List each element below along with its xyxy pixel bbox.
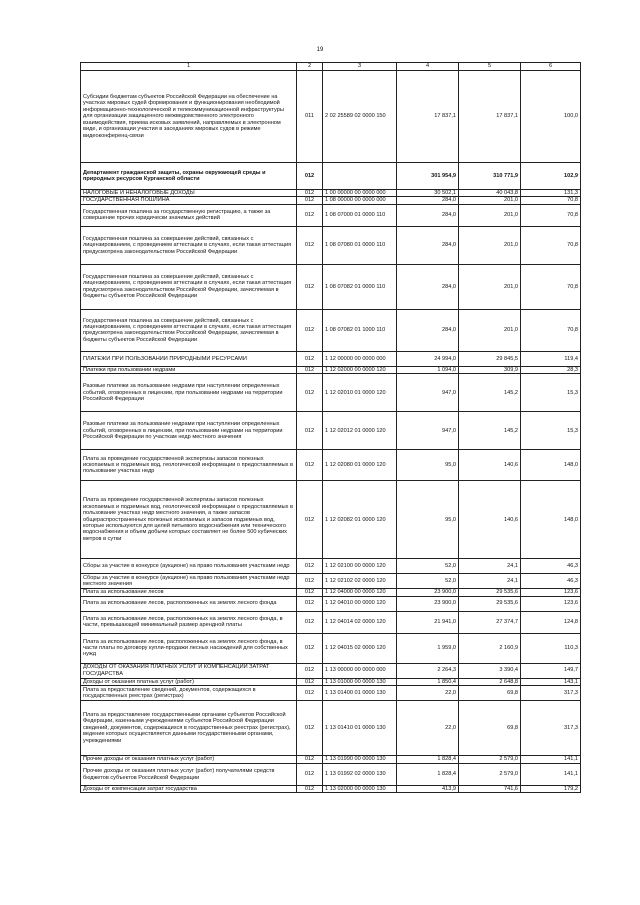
row-name-cell: Доходы от оказания платных услуг (работ)	[81, 678, 297, 685]
row-actual-cell: 27 374,7	[459, 611, 521, 633]
row-name-cell: Сборы за участие в конкурсе (аукционе) на право пользования участками недр местного значения	[81, 574, 297, 589]
row-actual-cell: 2 160,9	[459, 633, 521, 663]
row-plan-cell: 284,0	[397, 204, 459, 226]
row-code-cell: 012	[297, 264, 323, 309]
page-number: 19	[316, 47, 324, 53]
table-row	[81, 786, 581, 793]
row-percent-cell: 317,3	[521, 701, 581, 756]
row-plan-cell: 1 850,4	[397, 678, 459, 685]
row-kbk-cell: 1 12 04014 02 0000 120	[323, 611, 397, 633]
row-actual-cell: 40 043,8	[459, 190, 521, 197]
row-code-cell: 012	[297, 611, 323, 633]
row-code-cell: 012	[297, 412, 323, 450]
row-actual-cell: 145,2	[459, 412, 521, 450]
row-actual-cell: 145,2	[459, 374, 521, 412]
row-actual-cell: 17 837,1	[459, 71, 521, 163]
row-plan-cell: 23 900,0	[397, 589, 459, 596]
row-kbk-cell: 1 12 02100 00 0000 120	[323, 559, 397, 574]
row-percent-cell: 124,8	[521, 611, 581, 633]
row-name-cell: Плата за использование лесов	[81, 589, 297, 596]
row-name-cell: Прочие доходы от оказания платных услуг (работ)	[81, 756, 297, 764]
row-percent-cell: 46,3	[521, 559, 581, 574]
row-code-cell: 012	[297, 701, 323, 756]
row-code-cell: 012	[297, 596, 323, 611]
row-code-cell: 011	[297, 71, 323, 163]
column-number-row	[81, 63, 581, 71]
table-body	[81, 71, 581, 793]
row-actual-cell: 69,8	[459, 686, 521, 701]
table-row	[81, 412, 581, 450]
row-percent-cell: 46,3	[521, 574, 581, 589]
row-actual-cell: 29 535,6	[459, 589, 521, 596]
row-plan-cell: 52,0	[397, 574, 459, 589]
table-row	[81, 589, 581, 596]
row-percent-cell: 148,0	[521, 450, 581, 481]
row-actual-cell: 201,0	[459, 226, 521, 264]
row-kbk-cell	[323, 163, 397, 190]
row-percent-cell: 70,8	[521, 197, 581, 204]
row-percent-cell: 110,3	[521, 633, 581, 663]
row-percent-cell: 70,8	[521, 264, 581, 309]
row-plan-cell: 947,0	[397, 374, 459, 412]
row-percent-cell: 123,6	[521, 596, 581, 611]
row-actual-cell: 201,0	[459, 309, 521, 351]
row-name-cell: Плата за предоставление сведений, документов, содержащихся в государственных реестрах (регистрах)	[81, 686, 297, 701]
row-plan-cell: 284,0	[397, 264, 459, 309]
row-actual-cell: 741,6	[459, 786, 521, 793]
column-header: 3	[323, 63, 397, 71]
row-kbk-cell: 1 13 00000 00 0000 000	[323, 663, 397, 678]
row-percent-cell: 70,8	[521, 309, 581, 351]
row-code-cell: 012	[297, 190, 323, 197]
table-row	[81, 701, 581, 756]
row-actual-cell: 140,6	[459, 450, 521, 481]
row-actual-cell: 24,1	[459, 559, 521, 574]
table-row	[81, 596, 581, 611]
row-name-cell: ПЛАТЕЖИ ПРИ ПОЛЬЗОВАНИИ ПРИРОДНЫМИ РЕСУРСАМИ	[81, 351, 297, 366]
table-row	[81, 633, 581, 663]
row-kbk-cell: 1 13 01990 00 0000 130	[323, 756, 397, 764]
row-plan-cell: 947,0	[397, 412, 459, 450]
table-row	[81, 450, 581, 481]
row-plan-cell: 17 837,1	[397, 71, 459, 163]
row-actual-cell: 24,1	[459, 574, 521, 589]
row-percent-cell: 148,0	[521, 481, 581, 559]
row-actual-cell: 69,8	[459, 701, 521, 756]
row-plan-cell: 95,0	[397, 481, 459, 559]
row-code-cell: 012	[297, 686, 323, 701]
row-name-cell: Плата за использование лесов, расположенных на землях лесного фонда	[81, 596, 297, 611]
row-name-cell: Разовые платежи за пользование недрами при наступлении определенных событий, оговоренных в лицензии, при пользовании недрами на территории Российской Федерации по участкам недр местного значения	[81, 412, 297, 450]
revenue-table	[80, 62, 581, 793]
row-kbk-cell: 1 08 07082 01 1000 110	[323, 309, 397, 351]
row-name-cell: Плата за использование лесов, расположенных на землях лесного фонда, в части платы по договору купли-продажи лесных насаждений для собственных нужд	[81, 633, 297, 663]
row-kbk-cell: 1 12 04000 00 0000 120	[323, 589, 397, 596]
row-kbk-cell: 1 08 07080 01 0000 110	[323, 226, 397, 264]
row-plan-cell: 21 941,0	[397, 611, 459, 633]
row-code-cell: 012	[297, 786, 323, 793]
row-code-cell: 012	[297, 351, 323, 366]
table-row	[81, 366, 581, 373]
row-code-cell: 012	[297, 366, 323, 373]
row-code-cell: 012	[297, 764, 323, 786]
table-row	[81, 663, 581, 678]
table-row	[81, 204, 581, 226]
row-code-cell: 012	[297, 481, 323, 559]
row-percent-cell: 141,1	[521, 756, 581, 764]
row-plan-cell: 30 502,1	[397, 190, 459, 197]
row-name-cell: Департамент гражданской защиты, охраны окружающей среды и природных ресурсов Курганской области	[81, 163, 297, 190]
row-actual-cell: 29 845,5	[459, 351, 521, 366]
row-kbk-cell: 1 13 01992 02 0000 130	[323, 764, 397, 786]
row-name-cell: Плата за проведение государственной экспертизы запасов полезных ископаемых и подземных вод, геологической информации о предоставляемых в пользование участках недр	[81, 450, 297, 481]
column-header: 5	[459, 63, 521, 71]
row-percent-cell: 131,3	[521, 190, 581, 197]
table-row	[81, 163, 581, 190]
row-kbk-cell: 1 12 02080 01 0000 120	[323, 450, 397, 481]
row-code-cell: 012	[297, 309, 323, 351]
row-plan-cell: 284,0	[397, 197, 459, 204]
column-header: 4	[397, 63, 459, 71]
column-header: 1	[81, 63, 297, 71]
row-name-cell: Государственная пошлина за совершение действий, связанных с лицензированием, с проведением аттестации в случаях, если такая аттестация предусмотрена законодательством Российской Федерации, зачисляемая в бюджеты субъектов Российской Федерации	[81, 309, 297, 351]
row-plan-cell: 23 900,0	[397, 596, 459, 611]
row-kbk-cell: 1 12 00000 00 0000 000	[323, 351, 397, 366]
row-percent-cell: 123,6	[521, 589, 581, 596]
row-code-cell: 012	[297, 663, 323, 678]
row-kbk-cell: 1 13 01400 01 0000 130	[323, 686, 397, 701]
row-plan-cell: 284,0	[397, 226, 459, 264]
row-plan-cell: 95,0	[397, 450, 459, 481]
row-name-cell: НАЛОГОВЫЕ И НЕНАЛОГОВЫЕ ДОХОДЫ	[81, 190, 297, 197]
row-actual-cell: 29 535,6	[459, 596, 521, 611]
row-plan-cell: 52,0	[397, 559, 459, 574]
row-name-cell: Доходы от компенсации затрат государства	[81, 786, 297, 793]
row-code-cell: 012	[297, 559, 323, 574]
row-kbk-cell: 1 12 02012 01 0000 120	[323, 412, 397, 450]
row-kbk-cell: 1 08 00000 00 0000 000	[323, 197, 397, 204]
row-kbk-cell: 1 12 04015 02 0000 120	[323, 633, 397, 663]
row-percent-cell: 70,8	[521, 226, 581, 264]
row-kbk-cell: 1 13 01410 01 0000 130	[323, 701, 397, 756]
row-percent-cell: 102,9	[521, 163, 581, 190]
row-kbk-cell: 1 12 02102 02 0000 120	[323, 574, 397, 589]
row-percent-cell: 100,0	[521, 71, 581, 163]
row-kbk-cell: 1 13 01000 00 0000 130	[323, 678, 397, 685]
row-plan-cell: 284,0	[397, 309, 459, 351]
table-row	[81, 686, 581, 701]
row-code-cell: 012	[297, 678, 323, 685]
table-row	[81, 559, 581, 574]
row-actual-cell: 2 648,8	[459, 678, 521, 685]
table-row	[81, 309, 581, 351]
row-actual-cell: 140,6	[459, 481, 521, 559]
row-code-cell: 012	[297, 204, 323, 226]
row-percent-cell: 317,3	[521, 686, 581, 701]
row-kbk-cell: 1 13 02000 00 0000 130	[323, 786, 397, 793]
row-actual-cell: 201,0	[459, 204, 521, 226]
table-row	[81, 678, 581, 685]
table-row	[81, 374, 581, 412]
row-code-cell: 012	[297, 756, 323, 764]
row-plan-cell: 22,0	[397, 701, 459, 756]
row-actual-cell: 309,9	[459, 366, 521, 373]
row-code-cell: 012	[297, 374, 323, 412]
table-row	[81, 264, 581, 309]
table-row	[81, 226, 581, 264]
row-plan-cell: 1 094,0	[397, 366, 459, 373]
table-row	[81, 190, 581, 197]
column-header: 2	[297, 63, 323, 71]
row-name-cell: Разовые платежи за пользование недрами при наступлении определенных событий, оговоренных в лицензии, при пользовании недрами на территории Российской Федерации	[81, 374, 297, 412]
row-percent-cell: 15,3	[521, 374, 581, 412]
row-code-cell: 012	[297, 633, 323, 663]
table-row	[81, 71, 581, 163]
table-row	[81, 756, 581, 764]
row-actual-cell: 201,0	[459, 264, 521, 309]
row-kbk-cell: 2 02 25589 02 0000 150	[323, 71, 397, 163]
table-row	[81, 611, 581, 633]
row-kbk-cell: 1 12 02000 00 0000 120	[323, 366, 397, 373]
row-plan-cell: 301 954,9	[397, 163, 459, 190]
row-code-cell: 012	[297, 450, 323, 481]
table-row	[81, 351, 581, 366]
row-code-cell: 012	[297, 226, 323, 264]
row-name-cell: Платежи при пользовании недрами	[81, 366, 297, 373]
row-percent-cell: 149,7	[521, 663, 581, 678]
table-row	[81, 764, 581, 786]
row-percent-cell: 179,2	[521, 786, 581, 793]
row-name-cell: Плата за предоставление государственными органами субъектов Российской Федерации, казенными учреждениями субъектов Российской Федерации сведений, документов, содержащихся в государственных реестрах (регистрах), ведение которых осуществляется данными государственными органами, учреждениями	[81, 701, 297, 756]
row-name-cell: Государственная пошлина за совершение действий, связанных с лицензированием, с проведением аттестации в случаях, если такая аттестация предусмотрена законодательством Российской Федерации	[81, 226, 297, 264]
row-percent-cell: 28,3	[521, 366, 581, 373]
row-percent-cell: 143,1	[521, 678, 581, 685]
row-code-cell: 012	[297, 589, 323, 596]
row-name-cell: Плата за использование лесов, расположенных на землях лесного фонда, в части, превышающей минимальный размер арендной платы	[81, 611, 297, 633]
row-plan-cell: 24 994,0	[397, 351, 459, 366]
row-name-cell: Плата за проведение государственной экспертизы запасов полезных ископаемых и подземных вод, геологической информации о предоставляемых в пользование участках недр местного значения, а также запасов общераспространенных полезных ископаемых и запасов подземных вод, которые используются для целей питьевого водоснабжения или технического водоснабжения и объем добычи которых составляет не более 500 кубических метров в сутки	[81, 481, 297, 559]
table-row	[81, 197, 581, 204]
table-row	[81, 481, 581, 559]
row-percent-cell: 15,3	[521, 412, 581, 450]
row-code-cell: 012	[297, 574, 323, 589]
row-percent-cell: 70,8	[521, 204, 581, 226]
row-actual-cell: 2 579,0	[459, 756, 521, 764]
row-percent-cell: 141,1	[521, 764, 581, 786]
row-plan-cell: 413,9	[397, 786, 459, 793]
row-actual-cell: 3 390,4	[459, 663, 521, 678]
table-row	[81, 574, 581, 589]
row-name-cell: Субсидии бюджетам субъектов Российской Федерации на обеспечение на участках мировых судей формирования и функционирования необходимой информационно-технологической и телекоммуникационной инфраструктуры для организации защищенного межведомственного электронного взаимодействия, приема исковых заявлений, направляемых в электронном виде, и организации участия в заседаниях мировых судов в режиме видеоконференц-связи	[81, 71, 297, 163]
row-name-cell: Прочие доходы от оказания платных услуг (работ) получателями средств бюджетов субъектов Российской Федерации	[81, 764, 297, 786]
row-actual-cell: 310 771,9	[459, 163, 521, 190]
row-actual-cell: 2 579,0	[459, 764, 521, 786]
row-name-cell: Государственная пошлина за совершение действий, связанных с лицензированием, с проведением аттестации в случаях, если такая аттестация предусмотрена законодательством Российской Федерации, зачисляемая в бюджеты субъектов Российской Федерации	[81, 264, 297, 309]
row-plan-cell: 1 828,4	[397, 764, 459, 786]
row-plan-cell: 2 264,3	[397, 663, 459, 678]
row-name-cell: ГОСУДАРСТВЕННАЯ ПОШЛИНА	[81, 197, 297, 204]
column-header: 6	[521, 63, 581, 71]
row-name-cell: Сборы за участие в конкурсе (аукционе) на право пользования участками недр	[81, 559, 297, 574]
row-percent-cell: 119,4	[521, 351, 581, 366]
row-kbk-cell: 1 12 02010 01 0000 120	[323, 374, 397, 412]
row-code-cell: 012	[297, 163, 323, 190]
row-kbk-cell: 1 08 07082 01 0000 110	[323, 264, 397, 309]
row-actual-cell: 201,0	[459, 197, 521, 204]
row-name-cell: Государственная пошлина за государственную регистрацию, а также за совершение прочих юридически значимых действий	[81, 204, 297, 226]
row-kbk-cell: 1 08 07000 01 0000 110	[323, 204, 397, 226]
row-name-cell: ДОХОДЫ ОТ ОКАЗАНИЯ ПЛАТНЫХ УСЛУГ И КОМПЕНСАЦИИ ЗАТРАТ ГОСУДАРСТВА	[81, 663, 297, 678]
row-code-cell: 012	[297, 197, 323, 204]
row-plan-cell: 1 828,4	[397, 756, 459, 764]
row-plan-cell: 22,0	[397, 686, 459, 701]
row-kbk-cell: 1 12 04010 00 0000 120	[323, 596, 397, 611]
row-kbk-cell: 1 00 00000 00 0000 000	[323, 190, 397, 197]
row-kbk-cell: 1 12 02082 01 0000 120	[323, 481, 397, 559]
row-plan-cell: 1 959,0	[397, 633, 459, 663]
